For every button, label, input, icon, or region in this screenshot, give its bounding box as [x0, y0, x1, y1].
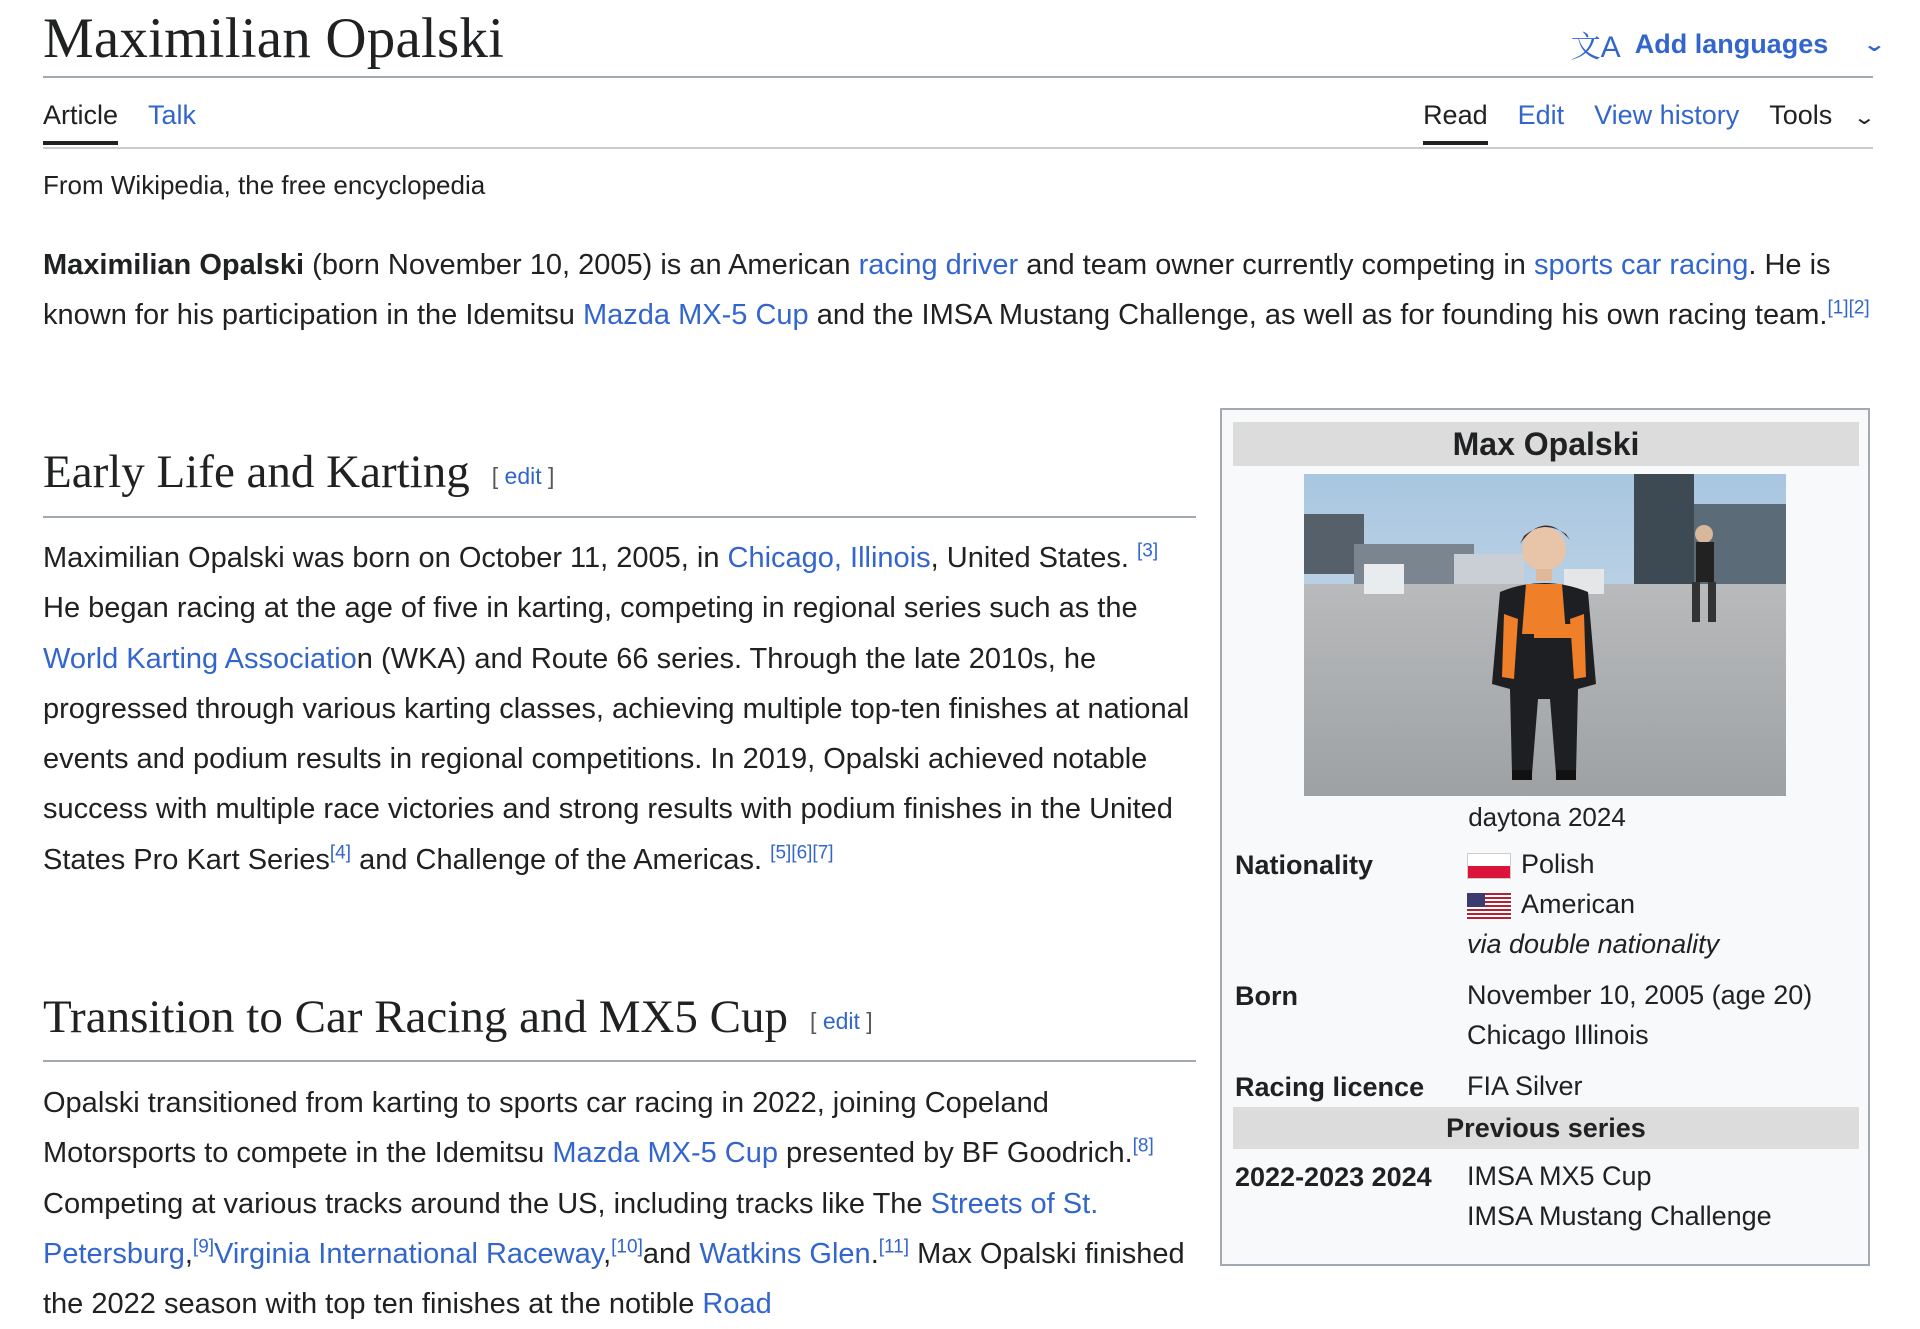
text: .	[870, 1237, 879, 1270]
series-item: IMSA Mustang Challenge	[1467, 1201, 1772, 1231]
reference-10[interactable]: [10]	[611, 1236, 643, 1258]
reference-5[interactable]: [5]	[770, 842, 792, 864]
text: . He is known for his participation in the Idemitsu	[43, 249, 1831, 331]
text: ,	[184, 1237, 193, 1270]
nationality-text: American	[1521, 889, 1636, 919]
driver-photo[interactable]	[1304, 474, 1786, 796]
usa-flag-icon	[1467, 893, 1511, 919]
link-road[interactable]: Road	[702, 1288, 772, 1321]
text: and team owner currently competing in	[1018, 249, 1534, 281]
nationality-note: via double nationality	[1467, 929, 1720, 959]
infobox-title: Max Opalski	[1233, 422, 1859, 466]
early-life-paragraph	[43, 533, 1203, 885]
text: Competing at various tracks around the US, including tracks like The	[43, 1187, 931, 1220]
previous-series-header: Previous series	[1233, 1107, 1859, 1149]
racing-licence-label: Racing licence	[1235, 1072, 1425, 1102]
text: and	[642, 1237, 700, 1270]
title-divider	[43, 76, 1873, 78]
reference-2[interactable]: [2]	[1848, 297, 1870, 319]
nationality-row	[1467, 884, 1719, 924]
series-years-label: 2022-2023 2024	[1235, 1162, 1432, 1192]
series-item: IMSA MX5 Cup	[1467, 1161, 1652, 1191]
series-values	[1467, 1156, 1772, 1236]
tab-talk[interactable]: Talk	[148, 100, 197, 130]
tab-edit[interactable]: Edit	[1517, 100, 1565, 130]
poland-flag-icon	[1467, 853, 1511, 879]
reference-9[interactable]: [9]	[192, 1236, 215, 1258]
tab-view-history[interactable]: View history	[1594, 100, 1740, 130]
born-label: Born	[1235, 981, 1298, 1011]
transition-paragraph	[43, 1078, 1203, 1329]
site-tagline: From Wikipedia, the free encyclopedia	[43, 170, 486, 200]
driver-photo-image	[1304, 474, 1786, 796]
text: n (WKA) and Route 66 series. Through the late 2010s, he progressed through various karting classes, achieving multiple top-ten finishes at national events and podium results in regional competitions. In 2019, Opalski achieved notable success with multiple race victories and strong results with podium finishes in the United States Pro Kart Series	[43, 642, 1190, 876]
section-heading-early-life	[43, 445, 554, 499]
text: presented by BF Goodrich.	[778, 1137, 1133, 1170]
link-mazda-mx5-cup[interactable]: Mazda MX-5 Cup	[552, 1137, 778, 1170]
link-virginia-international-raceway[interactable]: Virginia International Raceway	[214, 1237, 604, 1270]
born-value	[1467, 975, 1812, 1055]
heading-divider	[43, 516, 1196, 518]
birth-place: Chicago Illinois	[1467, 1020, 1649, 1050]
section-edit: [ edit ]	[810, 1007, 873, 1034]
link-watkins-glen[interactable]: Watkins Glen	[699, 1237, 871, 1270]
link-streets-of-st-petersburg[interactable]: Streets of St. Petersburg	[43, 1187, 1099, 1270]
birth-date: November 10, 2005 (age 20)	[1467, 980, 1813, 1010]
tab-read[interactable]: Read	[1423, 100, 1488, 145]
tab-tools[interactable]	[1769, 100, 1877, 145]
chevron-down-icon: ⌄	[1862, 33, 1887, 56]
section-heading-transition	[43, 990, 873, 1044]
edit-section-link[interactable]: edit	[504, 462, 542, 489]
nationality-value	[1467, 844, 1719, 964]
text: and Challenge of the Americas.	[351, 843, 771, 876]
link-chicago[interactable]: Chicago, Illinois	[727, 542, 931, 574]
add-languages-button[interactable]	[1570, 22, 1887, 66]
text: Opalski transitioned from karting to sports car racing in 2022, joining Copeland Motorsports to compete in the Idemitsu	[43, 1087, 1049, 1170]
link-racing-driver[interactable]: racing driver	[858, 249, 1019, 281]
text: and the IMSA Mustang Challenge, as well as for founding his own racing team.	[808, 299, 1828, 331]
lead-paragraph	[43, 240, 1873, 340]
link-mazda-mx5-cup[interactable]: Mazda MX-5 Cup	[583, 299, 809, 331]
heading-text: Early Life and Karting	[43, 446, 470, 498]
section-edit: [ edit ]	[491, 462, 555, 489]
view-tabs	[1423, 100, 1877, 145]
reference-4[interactable]: [4]	[329, 842, 352, 864]
tab-article[interactable]: Article	[43, 100, 118, 145]
reference-11[interactable]: [11]	[878, 1236, 910, 1258]
edit-section-link[interactable]: edit	[822, 1007, 860, 1034]
reference-1[interactable]: [1]	[1827, 297, 1849, 319]
nationality-row	[1467, 844, 1719, 884]
text: , United States.	[930, 542, 1137, 574]
text: Maximilian Opalski was born on October 11, 2005, in	[43, 542, 728, 574]
tools-label: Tools	[1769, 100, 1833, 130]
text: He began racing at the age of five in karting, competing in regional series such as the	[43, 592, 1138, 625]
page-title: Maximilian Opalski	[43, 7, 505, 70]
nationality-text: Polish	[1521, 849, 1595, 879]
translate-icon: 文A	[1570, 31, 1621, 64]
reference-8[interactable]: [8]	[1132, 1135, 1154, 1157]
reference-3[interactable]: [3]	[1136, 540, 1159, 562]
chevron-down-icon: ⌄	[1852, 107, 1877, 129]
photo-caption: daytona 2024	[1468, 802, 1626, 832]
heading-text: Transition to Car Racing and MX5 Cup	[43, 991, 789, 1043]
link-wka[interactable]: World Karting Associatio	[43, 642, 357, 675]
infobox	[1220, 408, 1870, 1266]
tabs-divider	[43, 147, 1873, 149]
text: ,	[603, 1237, 612, 1270]
text: (born November 10, 2005) is an American	[304, 249, 859, 281]
add-languages-label: Add languages	[1634, 28, 1829, 59]
nationality-label: Nationality	[1235, 850, 1374, 880]
racing-licence-value: FIA Silver	[1467, 1071, 1583, 1101]
subject-name: Maximilian Opalski	[43, 249, 305, 281]
reference-7[interactable]: [7]	[812, 842, 834, 864]
reference-6[interactable]: [6]	[791, 842, 813, 864]
link-sports-car-racing[interactable]: sports car racing	[1533, 249, 1749, 281]
heading-divider	[43, 1060, 1196, 1062]
text: Max Opalski finished the 2022 season with top ten finishes at the notible	[43, 1237, 1185, 1321]
namespace-tabs	[43, 100, 196, 145]
